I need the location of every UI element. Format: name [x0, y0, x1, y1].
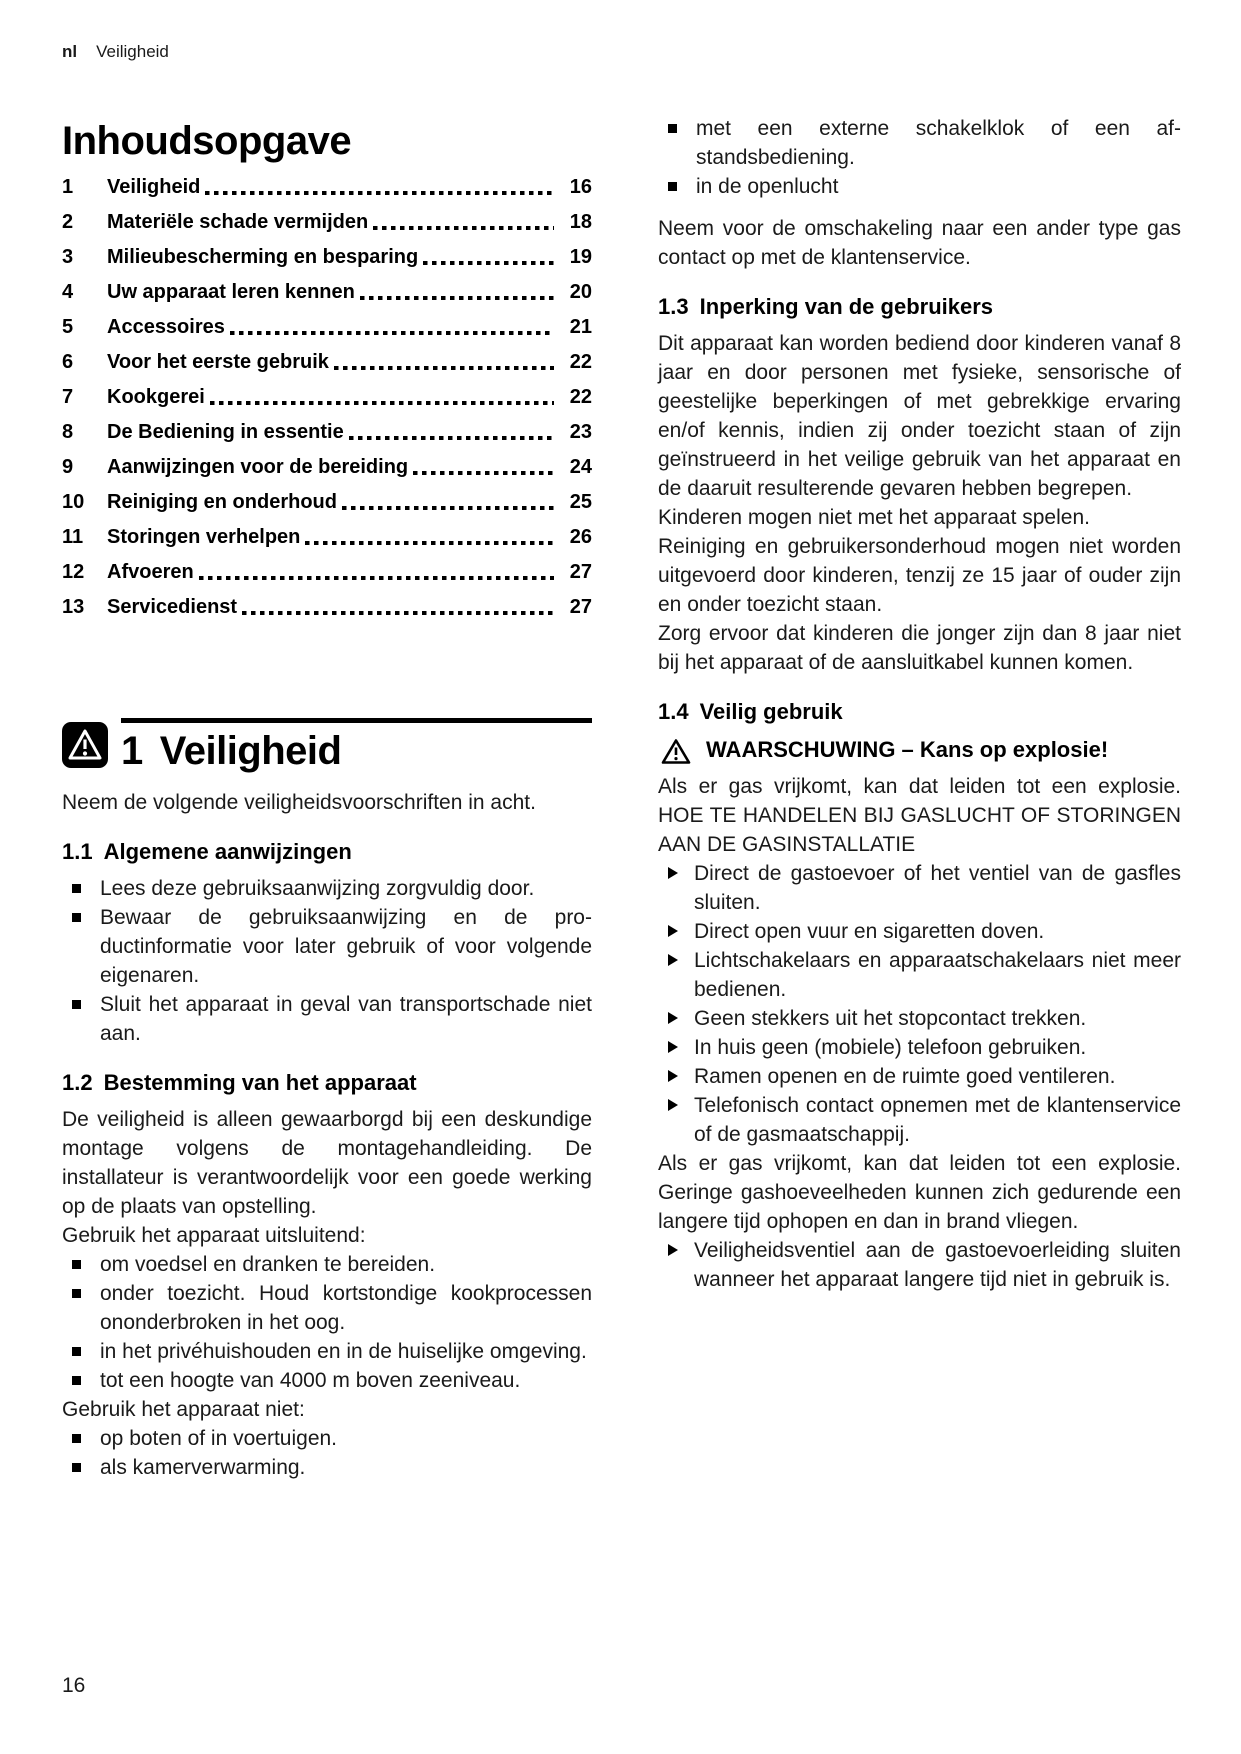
toc-entry: [62, 491, 592, 513]
toc-entry-page: 20: [569, 281, 592, 303]
toc-dot-leader: [360, 296, 554, 300]
toc-entry: [62, 211, 592, 233]
toc-entry-label: Uw apparaat leren kennen: [107, 281, 355, 303]
action-list: [658, 859, 1181, 1149]
toc-entry: [62, 456, 592, 478]
triangle-bullet-icon: [668, 925, 678, 937]
page-body: [62, 104, 1181, 1482]
list-item: [62, 1424, 592, 1453]
square-bullet-icon: [72, 1000, 81, 1009]
list-item-text: in het privéhuishouden en in de huiselijke omgeving.: [100, 1340, 587, 1363]
list-item: [62, 903, 592, 990]
toc-dot-leader: [342, 506, 554, 510]
action-item: [658, 1004, 1181, 1033]
action-item-text: Direct de gastoevoer of het ventiel van de gasfles sluiten.: [694, 862, 1181, 914]
square-bullet-icon: [72, 1434, 81, 1443]
bullet-list: [62, 874, 592, 1048]
toc-entry-label: Kookgerei: [107, 386, 205, 408]
list-item: [62, 1279, 592, 1337]
toc-entry-label: Aanwijzingen voor de bereiding: [107, 456, 409, 478]
toc-entry-label: Voor het eerste gebruik: [107, 351, 329, 373]
toc-entry-page: 24: [569, 456, 592, 478]
toc-entry-label: De Bediening in essentie: [107, 421, 344, 443]
toc-entry-number: 6: [62, 351, 74, 373]
toc-entry-page: 18: [569, 211, 592, 233]
action-item-text: Veiligheidsventiel aan de gastoevoerleiding sluiten wanneer het apparaat langere tijd niet in gebruik is.: [694, 1239, 1181, 1291]
triangle-bullet-icon: [668, 1012, 678, 1024]
list-item-text: tot een hoogte van 4000 m boven zeeniveau.: [100, 1369, 521, 1392]
toc-entry-number: 13: [62, 596, 85, 618]
action-item-text: In huis geen (mobiele) telefoon gebruiken.: [694, 1036, 1087, 1059]
bullet-list: [62, 1250, 592, 1395]
toc-entry: [62, 246, 592, 268]
toc-entry-label: Afvoeren: [107, 561, 194, 583]
action-item: [658, 859, 1181, 917]
list-item-text: als kamerverwarming.: [100, 1456, 306, 1479]
body-paragraph: De veiligheid is alleen gewaarborgd bij een deskundige montage volgens de montagehandleiding. De installateur is verantwoordelijk voor een goede werking op de plaats van opstelling.: [62, 1108, 592, 1218]
toc-dot-leader: [334, 366, 554, 370]
section-title: Algemene aanwijzingen: [103, 839, 352, 864]
list-item-text: Lees deze gebruiksaanwijzing zorgvuldig door.: [100, 877, 535, 900]
toc-dot-leader: [199, 576, 554, 580]
list-item: [62, 990, 592, 1048]
action-item-text: Geen stekkers uit het stopcontact trekken.: [694, 1007, 1087, 1030]
chapter-intro: Neem de volgende veiligheidsvoorschriften in acht.: [62, 791, 536, 814]
toc-dot-leader: [230, 331, 554, 335]
toc-entry-page: 25: [569, 491, 592, 513]
toc-entry-number: 7: [62, 386, 74, 408]
toc-entry-number: 8: [62, 421, 74, 443]
list-item-text: Sluit het apparaat in geval van transportschade niet aan.: [100, 993, 592, 1045]
body-paragraph: Als er gas vrijkomt, kan dat leiden tot een explosie. HOE TE HANDELEN BIJ GASLUCHT OF STORINGEN AAN DE GASINSTALLATIE: [658, 775, 1181, 856]
toc-entry-label: Servicedienst: [107, 596, 238, 618]
toc-entry-number: 1: [62, 176, 74, 198]
list-item-text: in de openlucht: [696, 175, 839, 198]
language-code: nl: [62, 42, 78, 61]
toc-entry-page: 19: [569, 246, 592, 268]
list-item-text: Bewaar de gebruiksaanwijzing en de productinformatie voor later gebruik of voor volgende eigenaren.: [100, 906, 592, 987]
toc-entry-page: 16: [569, 176, 592, 198]
chapter-title-text: Veiligheid: [159, 729, 342, 773]
triangle-bullet-icon: [668, 1244, 678, 1256]
action-item-text: Telefonisch contact opnemen met de klantenservice of de gasmaatschappij.: [694, 1094, 1181, 1146]
square-bullet-icon: [668, 182, 677, 191]
action-item: [658, 1236, 1181, 1294]
table-of-contents: [62, 176, 592, 618]
triangle-bullet-icon: [668, 1070, 678, 1082]
list-lead-in: Gebruik het apparaat niet:: [62, 1398, 305, 1421]
chapter-number: 1: [121, 729, 143, 773]
section-number: 1.3: [658, 294, 689, 319]
square-bullet-icon: [72, 884, 81, 893]
toc-entry: [62, 421, 592, 443]
toc-entry-page: 23: [569, 421, 592, 443]
section-title: Bestemming van het apparaat: [103, 1070, 417, 1095]
list-item: [62, 1366, 592, 1395]
running-header-chapter: Veiligheid: [96, 42, 169, 61]
list-item: [62, 1250, 592, 1279]
list-item-text: om voedsel en dranken te bereiden.: [100, 1253, 436, 1276]
toc-entry: [62, 351, 592, 373]
action-item: [658, 1062, 1181, 1091]
square-bullet-icon: [668, 124, 677, 133]
triangle-bullet-icon: [668, 1099, 678, 1111]
warning-icon: [62, 722, 108, 768]
triangle-bullet-icon: [668, 867, 678, 879]
toc-entry-label: Materiële schade vermijden: [107, 211, 369, 233]
chapter-title: [121, 728, 592, 774]
toc-dot-leader: [242, 611, 554, 615]
triangle-bullet-icon: [668, 954, 678, 966]
action-item: [658, 1091, 1181, 1149]
toc-entry-number: 5: [62, 316, 74, 338]
toc-dot-leader: [423, 261, 554, 265]
left-column: [62, 104, 592, 1482]
toc-entry-page: 22: [569, 351, 592, 373]
section-title: Veilig gebruik: [699, 699, 843, 724]
page-number: 16: [62, 1674, 86, 1697]
square-bullet-icon: [72, 1260, 81, 1269]
list-item-text: met een externe schakelklok of een afstandsbediening.: [696, 117, 1181, 169]
section-number: 1.2: [62, 1070, 93, 1095]
action-item-text: Ramen openen en de ruimte goed ventileren.: [694, 1065, 1116, 1088]
body-paragraph: Dit apparaat kan worden bediend door kinderen vanaf 8 jaar en door personen met fysieke, sensorische of geestelijke beperkingen of met gebrekkige ervaring en/of kennis, indien zij onder toezicht staan of zijn geïnstrueerd in het veilige gebruik van het apparaat en de daaruit resulterende gevaren hebben begrepen.: [658, 332, 1181, 500]
list-item-text: op boten of in voertuigen.: [100, 1427, 338, 1450]
body-paragraph: Als er gas vrijkomt, kan dat leiden tot een explosie. Geringe gashoeveelheden kunnen zich gedurende een langere tijd ophopen en dan in brand vliegen.: [658, 1152, 1181, 1233]
section-heading-1-1: [62, 839, 592, 865]
toc-dot-leader: [413, 471, 554, 475]
toc-entry-label: Veiligheid: [107, 176, 201, 198]
running-header: [62, 42, 169, 62]
square-bullet-icon: [72, 1376, 81, 1385]
list-item: [62, 1337, 592, 1366]
body-paragraph: Reiniging en gebruikersonderhoud mogen niet worden uitgevoerd door kinderen, tenzij ze 15 jaar of ouder zijn en onder toezicht staan.: [658, 535, 1181, 616]
toc-entry-page: 27: [569, 561, 592, 583]
square-bullet-icon: [72, 1289, 81, 1298]
toc-entry: [62, 176, 592, 198]
toc-entry-label: Storingen verhelpen: [107, 526, 301, 548]
bullet-list: [62, 1424, 592, 1482]
action-list: [658, 1236, 1181, 1294]
toc-entry-number: 10: [62, 491, 85, 513]
body-paragraph: Zorg ervoor dat kinderen die jonger zijn dan 8 jaar niet bij het apparaat of de aansluitkabel kunnen komen.: [658, 622, 1181, 674]
toc-entry-label: Accessoires: [107, 316, 225, 338]
toc-entry-page: 22: [569, 386, 592, 408]
toc-entry: [62, 561, 592, 583]
section-heading-1-2: [62, 1070, 592, 1096]
action-item: [658, 917, 1181, 946]
toc-dot-leader: [205, 191, 554, 195]
action-item-text: Direct open vuur en sigaretten doven.: [694, 920, 1045, 943]
section-title: Inperking van de gebruikers: [699, 294, 994, 319]
body-paragraph: Kinderen mogen niet met het apparaat spelen.: [658, 506, 1090, 529]
toc-dot-leader: [210, 401, 554, 405]
list-item: [658, 114, 1181, 172]
toc-entry: [62, 526, 592, 548]
action-item: [658, 946, 1181, 1004]
toc-entry-number: 4: [62, 281, 74, 303]
list-item: [62, 1453, 592, 1482]
triangle-bullet-icon: [668, 1041, 678, 1053]
section-heading-1-4: [658, 699, 1181, 725]
toc-dot-leader: [349, 436, 554, 440]
square-bullet-icon: [72, 1347, 81, 1356]
action-item-text: Lichtschakelaars en apparaatschakelaars niet meer bedienen.: [694, 949, 1181, 1001]
warning-icon: [661, 738, 691, 765]
toc-entry-page: 26: [569, 526, 592, 548]
warning-title: WAARSCHUWING – Kans op explosie!: [706, 737, 1109, 762]
section-number: 1.1: [62, 839, 93, 864]
warning-header: [658, 737, 1181, 765]
chapter-rule: [121, 718, 592, 774]
square-bullet-icon: [72, 1463, 81, 1472]
chapter-heading: [62, 718, 592, 774]
body-paragraph: Neem voor de omschakeling naar een ander type gas contact op met de klantenservice.: [658, 217, 1181, 269]
list-item: [658, 172, 1181, 201]
toc-entry-number: 2: [62, 211, 74, 233]
action-item: [658, 1033, 1181, 1062]
toc-entry-page: 27: [569, 596, 592, 618]
toc-entry: [62, 316, 592, 338]
list-item: [62, 874, 592, 903]
toc-dot-leader: [305, 541, 554, 545]
section-number: 1.4: [658, 699, 689, 724]
toc-entry-number: 12: [62, 561, 85, 583]
toc-entry-label: Milieubescherming en besparing: [107, 246, 419, 268]
toc-entry-number: 11: [62, 526, 84, 548]
toc-entry: [62, 281, 592, 303]
toc-title: Inhoudsopgave: [62, 119, 352, 163]
toc-entry-number: 3: [62, 246, 74, 268]
section-heading-1-3: [658, 294, 1181, 320]
list-lead-in: Gebruik het apparaat uitsluitend:: [62, 1224, 366, 1247]
square-bullet-icon: [72, 913, 81, 922]
toc-entry-page: 21: [569, 316, 592, 338]
toc-dot-leader: [373, 226, 554, 230]
toc-entry-label: Reiniging en onderhoud: [107, 491, 337, 513]
toc-entry: [62, 596, 592, 618]
right-column: [658, 104, 1181, 1482]
toc-entry-number: 9: [62, 456, 74, 478]
bullet-list-continued: [658, 114, 1181, 201]
list-item-text: onder toezicht. Houd kortstondige kookprocessen ononderbroken in het oog.: [100, 1282, 592, 1334]
toc-entry: [62, 386, 592, 408]
